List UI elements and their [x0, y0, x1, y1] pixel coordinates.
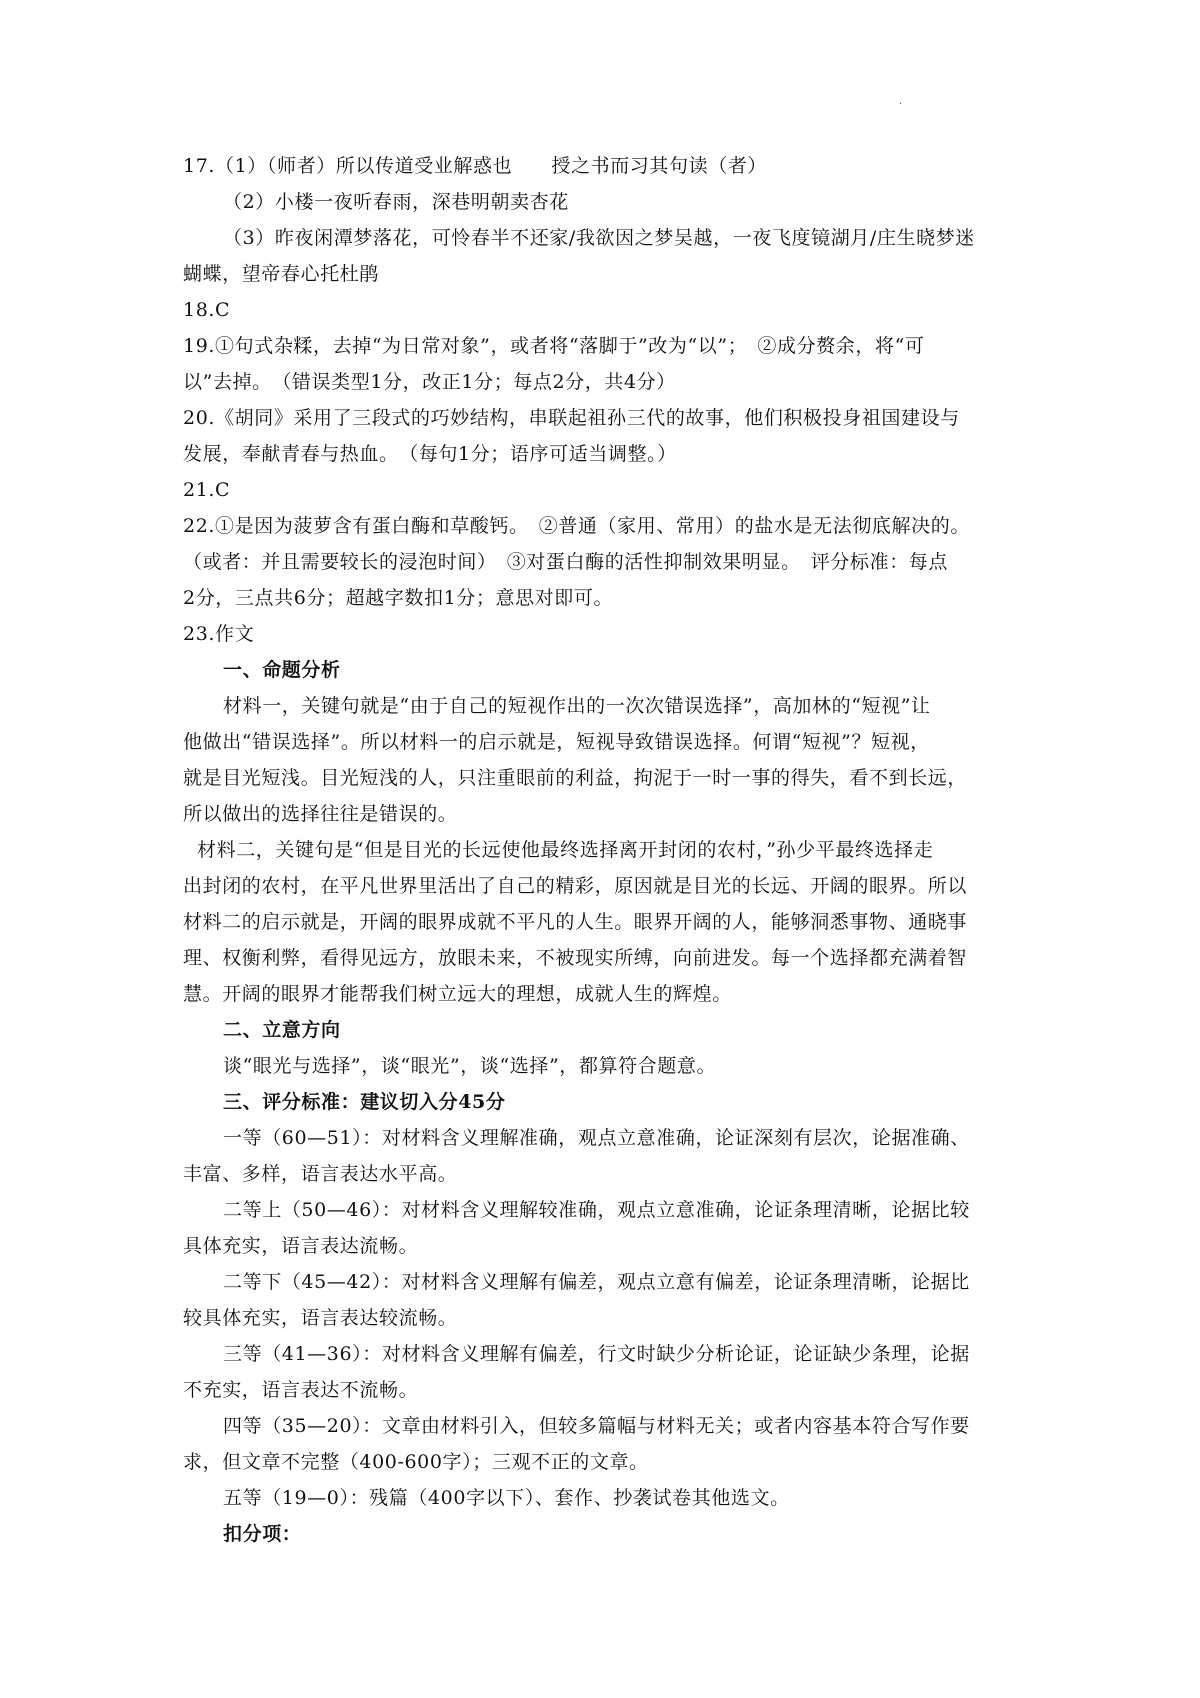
q20-line-2: 发展，奉献青春与热血。 （每句1分；语序可适当调整。） [183, 443, 677, 465]
q17-line-3: （3）昨夜闲潭梦落花，可怜春半不还家/我欲因之梦吴越，一夜飞度镜湖月/庄生晓梦迷 [223, 227, 975, 249]
answer-sheet [183, 148, 1023, 1552]
grade-5-line-1: 四等（35—20）：文章由材料引入，但较多篇幅与材料无关；或者内容基本符合写作要 [223, 1415, 970, 1437]
q19-line-1: 19.①句式杂糅，去掉“为日常对象”，或者将“落脚于”改为“以”； ②成分赘余，将“可 [183, 335, 925, 357]
q22-line-2: （或者：并且需要较长的浸泡时间） ③对蛋白酶的活性抑制效果明显。 评分标准：每点 [183, 551, 949, 573]
q20-line-1: 20.《胡同》采用了三段式的巧妙结构，串联起祖孙三代的故事，他们积极投身祖国建设与 [183, 407, 960, 429]
grade-6-line: 五等（19—0）：残篇（400字以下）、套作、抄袭试卷其他选文。 [223, 1487, 790, 1509]
material-2-line-2: 出封闭的农村，在平凡世界里活出了自己的精彩，原因就是目光的长远、开阔的眼界。所以 [183, 875, 968, 897]
section-heading-3: 三、评分标准：建议切入分45分 [223, 1091, 506, 1113]
q17-line-4: 蝴蝶，望帝春心托杜鹃 [183, 263, 380, 285]
q19-line-2: 以”去掉。 （错误类型1分，改正1分；每点2分，共4分） [183, 371, 676, 393]
q22-line-1: 22.①是因为菠萝含有蛋白酶和草酸钙。 ②普通（家用、常用）的盐水是无法彻底解决的。 [183, 515, 970, 537]
q17-line-1: 17.（1）（师者）所以传道受业解惑也 授之书而习其句读（者） [183, 155, 768, 177]
material-2-line-4: 理、权衡利弊，看得见远方，放眼未来，不被现实所缚，向前进发。每一个选择都充满着智 [183, 947, 968, 969]
section-heading-1: 一、命题分析 [223, 659, 341, 681]
material-1-line-1: 材料一，关键句就是“由于自己的短视作出的一次次错误选择”，高加林的“短视”让 [223, 695, 931, 717]
grade-3-line-2: 较具体充实，语言表达较流畅。 [183, 1307, 458, 1329]
q17-line-2: （2）小楼一夜听春雨，深巷明朝卖杏花 [223, 191, 569, 213]
material-2-line-1: 材料二，关键句是“但是目光的长远使他最终选择离开封闭的农村，”孙少平最终选择走 [197, 839, 934, 861]
grade-2-line-2: 具体充实，语言表达流畅。 [183, 1235, 419, 1257]
q22-line-3: 2分，三点共6分；超越字数扣1分；意思对即可。 [183, 587, 614, 609]
grade-4-line-1: 三等（41—36）：对材料含义理解有偏差，行文时缺少分析论证，论证缺少条理，论据 [223, 1343, 970, 1365]
grade-1-line-2: 丰富、多样，语言表达水平高。 [183, 1163, 458, 1185]
material-2-line-5: 慧。开阔的眼界才能帮我们树立远大的理想，成就人生的辉煌。 [183, 983, 732, 1005]
material-2-line-3: 材料二的启示就是，开阔的眼界成就不平凡的人生。眼界开阔的人，能够洞悉事物、通晓事 [183, 911, 968, 933]
corner-dot: . [899, 96, 903, 107]
grade-5-line-2: 求，但文章不完整（400-600字）；三观不正的文章。 [183, 1451, 649, 1473]
material-1-line-2: 他做出“错误选择”。所以材料一的启示就是，短视导致错误选择。何谓“短视”？短视， [183, 731, 930, 753]
grade-2-line-1: 二等上（50—46）：对材料含义理解较准确，观点立意准确，论证条理清晰，论据比较 [223, 1199, 970, 1221]
section-heading-4: 扣分项： [223, 1523, 302, 1545]
material-1-line-3: 就是目光短浅。目光短浅的人，只注重眼前的利益，拘泥于一时一事的得失，看不到长远， [183, 767, 968, 789]
q23-line: 23.作文 [183, 623, 255, 645]
grade-3-line-1: 二等下（45—42）：对材料含义理解有偏差，观点立意有偏差，论证条理清晰，论据比 [223, 1271, 970, 1293]
q18-line: 18.C [183, 299, 231, 321]
q21-line: 21.C [183, 479, 231, 501]
direction-line: 谈“眼光与选择”，谈“眼光”，谈“选择”，都算符合题意。 [223, 1055, 717, 1077]
section-heading-2: 二、立意方向 [223, 1019, 341, 1041]
grade-4-line-2: 不充实，语言表达不流畅。 [183, 1379, 419, 1401]
material-1-line-4: 所以做出的选择往往是错误的。 [183, 803, 458, 825]
grade-1-line-1: 一等（60—51）：对材料含义理解准确，观点立意准确，论证深刻有层次，论据准确、 [223, 1127, 970, 1149]
